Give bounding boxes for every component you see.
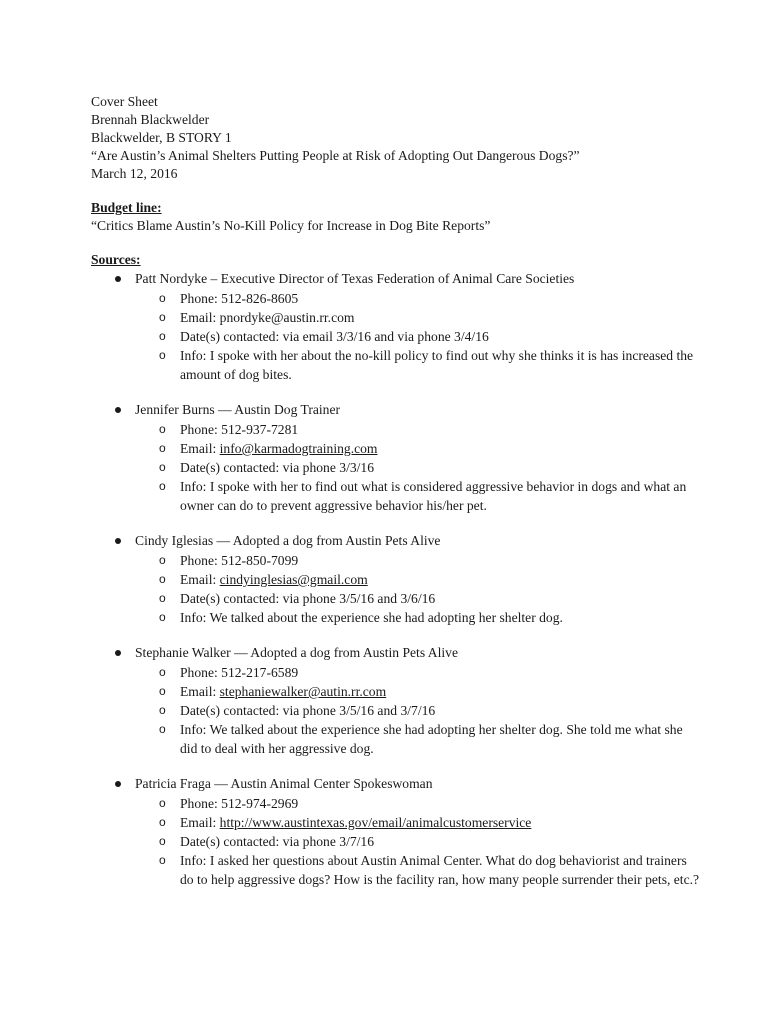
sub-bullet-icon: o (159, 591, 166, 605)
email-label: Email: (180, 441, 220, 456)
cover-title: Cover Sheet (91, 94, 158, 109)
sub-bullet-icon: o (159, 834, 166, 848)
source-details (159, 551, 711, 627)
source-item (135, 531, 711, 627)
sub-bullet-icon: o (159, 310, 166, 324)
sub-bullet-icon: o (159, 329, 166, 343)
source-email (180, 682, 700, 701)
sub-bullet-icon: o (159, 479, 166, 493)
source-info-row (159, 346, 711, 384)
story-date: March 12, 2016 (91, 166, 178, 181)
source-dates-row (159, 832, 711, 851)
sub-bullet-icon: o (159, 796, 166, 810)
source-info: Info: I spoke with her to find out what is considered aggressive behavior in dogs and what an owner can do to prevent aggressive behavior his/her pet. (180, 479, 687, 513)
budget-text: “Critics Blame Austin’s No-Kill Policy for Increase in Dog Bite Reports” (91, 218, 491, 233)
source-email (180, 308, 700, 327)
source-dates-row (159, 701, 711, 720)
source-email (180, 439, 700, 458)
spacer (91, 515, 711, 531)
sub-bullet-icon: o (159, 703, 166, 717)
email-link[interactable]: stephaniewalker@autin.rr.com (219, 684, 387, 699)
email-label: Email: (180, 815, 220, 830)
spacer (91, 758, 711, 774)
story-headline: “Are Austin’s Animal Shelters Putting People at Risk of Adopting Out Dangerous Dogs?” (91, 148, 580, 163)
source-phone-row (159, 794, 711, 813)
source-dates-row (159, 327, 711, 346)
source-dates-row (159, 589, 711, 608)
author-name: Brennah Blackwelder (91, 112, 210, 127)
source-details (159, 663, 711, 758)
source-details (159, 420, 711, 515)
bullet-icon (115, 276, 121, 282)
email-link[interactable]: http://www.austintexas.gov/email/animalcustomerservice (219, 815, 532, 830)
spacer (91, 384, 711, 400)
email-label: Email: (180, 684, 220, 699)
email-label: Email: (180, 572, 220, 587)
source-info-row (159, 851, 711, 889)
sub-bullet-icon: o (159, 291, 166, 305)
source-phone: Phone: 512-217-6589 (180, 665, 299, 680)
sub-bullet-icon: o (159, 348, 166, 362)
email-link[interactable]: info@karmadogtraining.com (219, 441, 378, 456)
source-name: Jennifer Burns — Austin Dog Trainer (135, 402, 341, 417)
sub-bullet-icon: o (159, 684, 166, 698)
sub-bullet-icon: o (159, 722, 166, 736)
source-info-row (159, 608, 711, 627)
source-info-row (159, 720, 711, 758)
sub-bullet-icon: o (159, 853, 166, 867)
bullet-icon (115, 650, 121, 656)
source-email (180, 813, 700, 832)
source-info: Info: I asked her questions about Austin Animal Center. What do dog behaviorist and trainers do to help aggressive dogs? How is the facility ran, how many people surrender their pets, etc.? (180, 853, 700, 887)
source-name: Stephanie Walker — Adopted a dog from Austin Pets Alive (135, 645, 458, 660)
source-details (159, 794, 711, 889)
bullet-icon (115, 407, 121, 413)
bullet-icon (115, 781, 121, 787)
source-phone-row (159, 420, 711, 439)
email-link[interactable]: pnordyke@austin.rr.com (219, 310, 355, 325)
source-item (135, 643, 711, 758)
source-phone: Phone: 512-937-7281 (180, 422, 299, 437)
source-dates: Date(s) contacted: via email 3/3/16 and via phone 3/4/16 (180, 329, 489, 344)
source-dates-row (159, 458, 711, 477)
source-dates: Date(s) contacted: via phone 3/5/16 and 3/6/16 (180, 591, 436, 606)
source-phone: Phone: 512-826-8605 (180, 291, 299, 306)
source-phone-row (159, 289, 711, 308)
source-email-row (159, 308, 711, 327)
source-email (180, 570, 700, 589)
source-email-row (159, 813, 711, 832)
source-dates: Date(s) contacted: via phone 3/5/16 and 3/7/16 (180, 703, 436, 718)
source-phone: Phone: 512-850-7099 (180, 553, 299, 568)
source-phone-row (159, 551, 711, 570)
sub-bullet-icon: o (159, 610, 166, 624)
spacer (91, 627, 711, 643)
sources-heading: Sources: (91, 252, 141, 267)
source-phone-row (159, 663, 711, 682)
source-email-row (159, 682, 711, 701)
sub-bullet-icon: o (159, 422, 166, 436)
source-info: Info: We talked about the experience she had adopting her shelter dog. She told me what she did to deal with her aggressive dog. (180, 722, 683, 756)
source-info: Info: We talked about the experience she had adopting her shelter dog. (180, 610, 563, 625)
email-label: Email: (180, 310, 220, 325)
budget-heading: Budget line: (91, 200, 162, 215)
sub-bullet-icon: o (159, 572, 166, 586)
source-email-row (159, 570, 711, 589)
sub-bullet-icon: o (159, 553, 166, 567)
sub-bullet-icon: o (159, 815, 166, 829)
sources-list (91, 269, 711, 889)
source-phone: Phone: 512-974-2969 (180, 796, 299, 811)
sub-bullet-icon: o (159, 441, 166, 455)
source-item (135, 774, 711, 889)
source-name: Patricia Fraga — Austin Animal Center Spokeswoman (135, 776, 433, 791)
bullet-icon (115, 538, 121, 544)
source-item (135, 269, 711, 384)
source-info: Info: I spoke with her about the no-kill policy to find out why she thinks it is has increased the amount of dog bites. (180, 348, 694, 382)
source-item (135, 400, 711, 515)
source-details (159, 289, 711, 384)
source-email-row (159, 439, 711, 458)
sub-bullet-icon: o (159, 665, 166, 679)
document-page (91, 93, 711, 889)
source-name: Cindy Iglesias — Adopted a dog from Austin Pets Alive (135, 533, 441, 548)
source-name: Patt Nordyke – Executive Director of Texas Federation of Animal Care Societies (135, 271, 575, 286)
source-dates: Date(s) contacted: via phone 3/7/16 (180, 834, 375, 849)
source-dates: Date(s) contacted: via phone 3/3/16 (180, 460, 375, 475)
email-link[interactable]: cindyinglesias@gmail.com (219, 572, 368, 587)
sub-bullet-icon: o (159, 460, 166, 474)
story-slug: Blackwelder, B STORY 1 (91, 130, 232, 145)
source-info-row (159, 477, 711, 515)
